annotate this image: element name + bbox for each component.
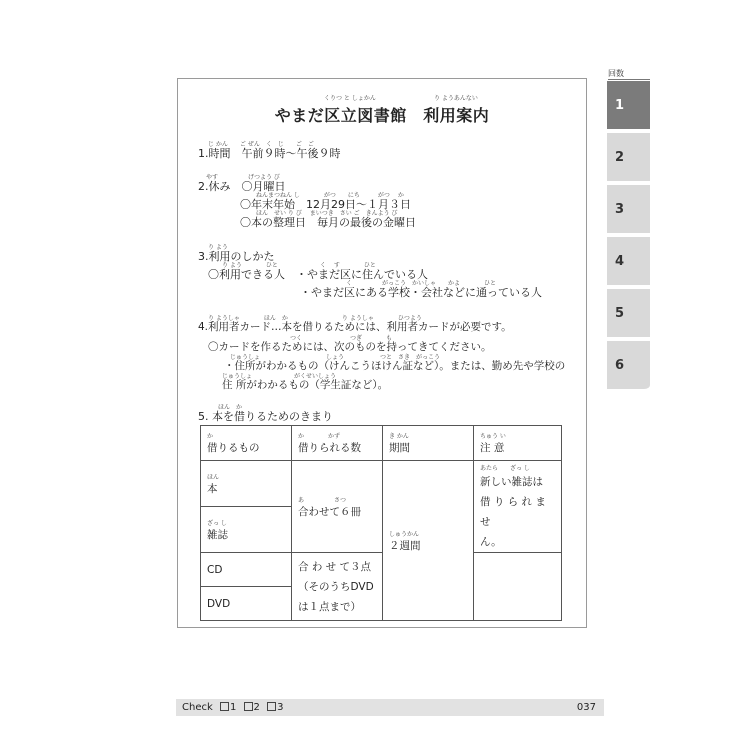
notice-box: [177, 78, 587, 628]
checkbox-3[interactable]: [267, 702, 276, 711]
count-media: （そのうちDVD: [298, 580, 374, 593]
tabs-divider: [608, 79, 650, 80]
card-requirement-address: ・住所がわかるもの（けんこうほけん証など）。または、勤め先や学校の: [224, 360, 566, 372]
ruby-text: ほん せい り び まいつき さい ご きんよう び: [256, 210, 398, 217]
header-cell: [474, 426, 562, 461]
ruby-text: じゅうしょ しょう つと さき がっこう: [230, 354, 441, 361]
tab-6[interactable]: 6: [607, 341, 650, 391]
ruby-text: り ようしゃ ほん か り ようしゃ ひつよう: [208, 315, 422, 322]
ruby-text: き かん: [389, 433, 409, 440]
ruby-text: く がっこう かいしゃ かよ ひと: [346, 280, 497, 287]
item-cell: [201, 553, 292, 587]
title-ruby: り ようあんない: [434, 95, 478, 102]
section-hours: 1.時間 午前９時〜午後９時: [198, 147, 341, 160]
rules-table: [200, 425, 562, 621]
count-cell: [292, 553, 383, 621]
header-cell: [383, 426, 474, 461]
period-value: ２週間: [389, 539, 421, 552]
header-label: 注 意: [480, 442, 505, 454]
card-requirement: 〇カードを作るためには、次のものを持ってきてください。: [208, 341, 492, 353]
checkbox-1[interactable]: [220, 702, 229, 711]
count-books: 合わせて６冊: [298, 505, 361, 518]
section-closed: 2.休み 〇月曜日: [198, 180, 286, 193]
tab-5[interactable]: 5: [607, 289, 650, 339]
page-number: 037: [576, 702, 596, 713]
tabs-title: 回数: [608, 69, 624, 78]
count-media: は１点まで）: [298, 600, 361, 613]
item-cell: [201, 461, 292, 507]
check-group: [182, 699, 283, 716]
ruby-text: ざっ し: [207, 519, 227, 527]
ruby-text: ほん か: [218, 404, 243, 411]
checkbox-label: 2: [253, 702, 260, 713]
ruby-text: つく つぎ も: [290, 335, 393, 342]
header-label: 借りられる数: [298, 442, 361, 454]
section-card: 4.利用者カード…本を借りるためには、利用者カードが必要です。: [198, 321, 512, 333]
count-media: 合 わ せ て３点: [298, 560, 372, 573]
ruby-text: ちゅう い: [480, 433, 506, 440]
page-title: やまだ区立図書館 利用案内: [274, 106, 490, 125]
ruby-text: あ さつ: [298, 496, 347, 504]
card-requirement-address-2: 住 所がわかるもの（学生証など）。: [222, 379, 389, 391]
item-cell: [201, 507, 292, 553]
period-cell: [383, 461, 474, 621]
check-label: Check: [182, 702, 213, 713]
tab-1[interactable]: 1: [607, 81, 650, 131]
usage-residents: 〇利用できる人 ・やまだ区に住んでいる人: [208, 268, 428, 281]
item-label: CD: [207, 563, 223, 576]
checkbox-2[interactable]: [244, 702, 253, 711]
note-line: 新しい雑誌は: [480, 476, 543, 488]
item-label: DVD: [207, 597, 231, 610]
ruby-text: ほん: [207, 473, 220, 481]
ruby-text: しゅうかん: [389, 530, 420, 538]
ruby-text: ねんまつねん し がつ にち がつ か: [256, 192, 404, 199]
ruby-text: か かず: [298, 433, 341, 440]
note-line: 借 り ら れ ま せ: [480, 496, 546, 528]
ruby-text: じゅうしょ がくせいしょう: [222, 373, 337, 380]
ruby-text: じ かん ご ぜん く じ ご ご: [208, 141, 314, 148]
header-label: 借りるもの: [207, 442, 260, 454]
ruby-text: やす げつよう び: [206, 174, 280, 181]
note-cell: [474, 461, 562, 553]
tab-4[interactable]: 4: [607, 237, 650, 287]
note-cell-empty: [474, 553, 562, 621]
ruby-text: り よう: [208, 244, 228, 251]
item-cell: [201, 587, 292, 621]
tab-3[interactable]: 3: [607, 185, 650, 235]
footer-bar: [176, 699, 604, 716]
ruby-text: あたら ざっ し: [480, 465, 530, 472]
ruby-text: か: [207, 433, 214, 440]
checkbox-label: 1: [229, 702, 237, 713]
header-label: 期間: [389, 442, 410, 454]
tab-2[interactable]: 2: [607, 133, 650, 183]
item-label: 雑誌: [207, 528, 228, 541]
item-label: 本: [207, 482, 218, 495]
ruby-text: り よう ひと く す ひと: [222, 262, 376, 269]
closed-new-year: 〇年末年始 12月29日〜１月３日: [240, 198, 411, 211]
closed-sorting-day: 〇本の整理日 毎月の最後の金曜日: [240, 216, 416, 229]
header-cell: [201, 426, 292, 461]
note-line: ん。: [480, 536, 502, 548]
count-cell: [292, 461, 383, 553]
checkbox-label: 3: [277, 702, 284, 713]
title-ruby: くりつ と しょかん: [324, 95, 376, 102]
section-rules: 5. 本を借りるためのきまり: [198, 410, 333, 423]
section-usage: 3.利用のしかた: [198, 250, 275, 263]
header-cell: [292, 426, 383, 461]
usage-workers: ・やまだ区にある学校・会社などに通っている人: [300, 286, 542, 299]
